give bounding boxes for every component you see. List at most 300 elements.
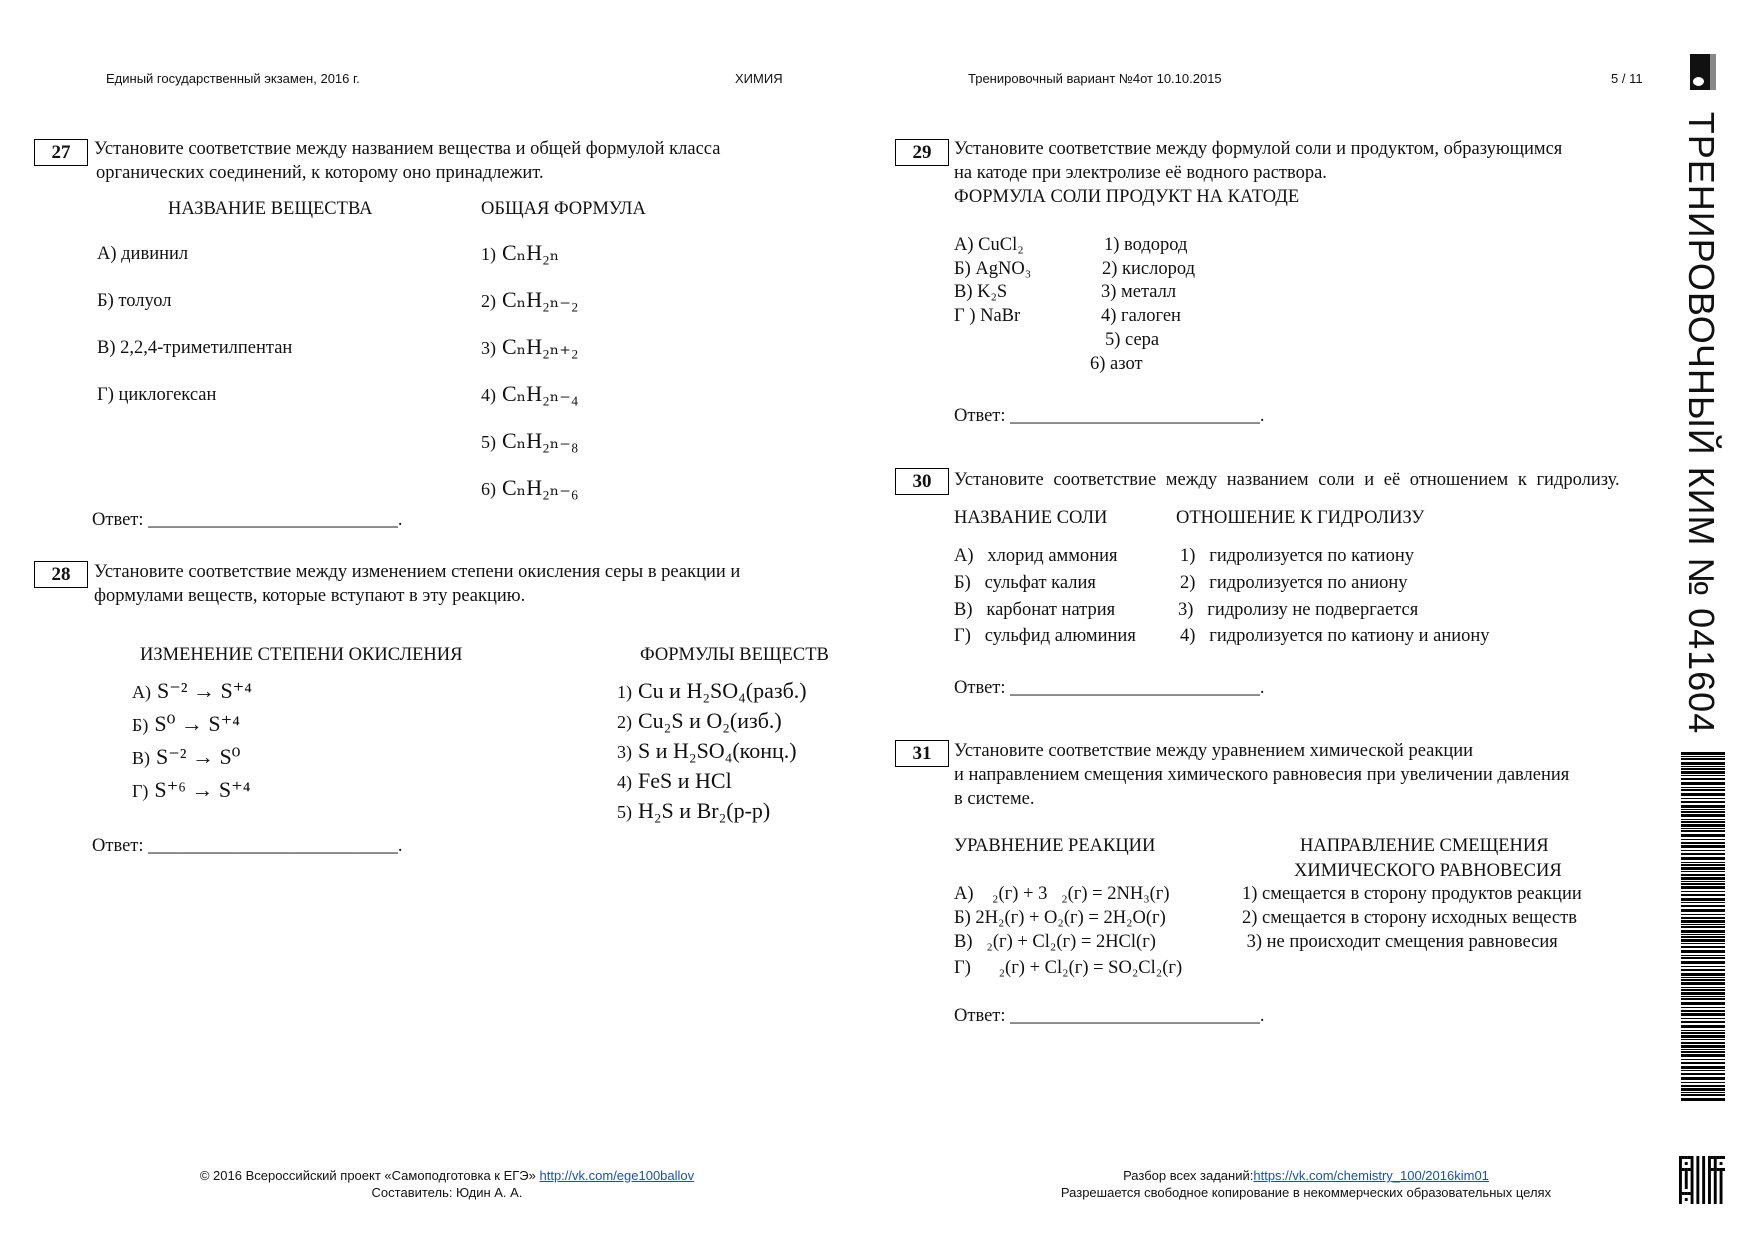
qr-module (1708, 1198, 1711, 1201)
barcode-bar (1681, 1070, 1725, 1071)
q29-option: 1) водород (1104, 235, 1188, 255)
qr-module (1720, 1174, 1723, 1177)
qr-module (1708, 1180, 1711, 1183)
qr-module (1685, 1198, 1688, 1201)
qr-module (1685, 1168, 1688, 1171)
barcode-bar (1681, 842, 1725, 844)
qr-module (1685, 1177, 1688, 1180)
q30-col-left: НАЗВАНИЕ СОЛИ (954, 508, 1108, 528)
subject: ХИМИЯ (735, 71, 783, 86)
qr-module (1679, 1168, 1682, 1171)
footer-left-link[interactable]: http://vk.com/ege100ballov (539, 1168, 695, 1183)
qr-module (1688, 1192, 1691, 1195)
barcode-bar (1681, 778, 1725, 780)
barcode-bar (1681, 973, 1725, 976)
q29-text-3: ФОРМУЛА СОЛИ ПРОДУКТ НА КАТОДЕ (954, 187, 1300, 207)
barcode-bar (1681, 914, 1725, 915)
qr-module (1679, 1156, 1682, 1159)
side-label-text: ТРЕНИРОВОЧНЫЙ КИМ № 041604 (1681, 111, 1722, 735)
barcode-bar (1681, 924, 1725, 925)
qr-module (1679, 1171, 1682, 1174)
q29-answer-field[interactable]: Ответ: ___________________________. (954, 406, 1265, 426)
qr-module (1720, 1183, 1723, 1186)
q28-option (617, 798, 770, 824)
qr-module (1714, 1171, 1717, 1174)
barcode-bar (1681, 871, 1725, 872)
qr-module (1714, 1198, 1717, 1201)
qr-module (1714, 1183, 1717, 1186)
qr-module (1691, 1171, 1694, 1174)
question-number-28: 28 (34, 561, 88, 588)
barcode-bar (1681, 787, 1725, 788)
qr-module (1720, 1198, 1723, 1201)
q28-item-formula: S⁺⁶ → S⁺⁴ (154, 777, 251, 802)
barcode-bar (1681, 801, 1725, 803)
qr-module (1714, 1192, 1717, 1195)
qr-module (1708, 1195, 1711, 1198)
qr-module (1702, 1189, 1705, 1192)
qr-module (1679, 1159, 1682, 1162)
q31-answer-field[interactable]: Ответ: ___________________________. (954, 1006, 1265, 1026)
barcode-bar (1681, 881, 1725, 882)
qr-module (1708, 1159, 1711, 1162)
barcode-bar (1681, 966, 1725, 967)
q28-text-1: Установите соответствие между изменением степени окисления серы в реакции и (94, 562, 741, 582)
barcode-bar (1681, 987, 1725, 988)
barcode-icon (1681, 752, 1725, 1102)
barcode-bar (1681, 1039, 1725, 1040)
logo-icon (1690, 54, 1716, 90)
q27-option-label: 2) (481, 291, 496, 311)
q30-item: А) хлорид аммония (954, 546, 1118, 566)
qr-module (1702, 1162, 1705, 1165)
qr-module (1720, 1192, 1723, 1195)
q27-answer-field[interactable]: Ответ: ___________________________. (92, 510, 403, 530)
qr-module (1720, 1186, 1723, 1189)
qr-module (1723, 1168, 1726, 1171)
q27-option (481, 287, 579, 313)
qr-module (1691, 1168, 1694, 1171)
qr-module (1720, 1171, 1723, 1174)
qr-module (1714, 1156, 1717, 1159)
barcode-bar (1681, 853, 1725, 855)
q27-item: Б) толуол (97, 291, 172, 311)
qr-module (1717, 1168, 1720, 1171)
qr-module (1679, 1189, 1682, 1192)
q31-item: Г) ₂(г) + Cl₂(г) = SO₂Cl₂(г) (954, 958, 1183, 978)
q30-item: Г) сульфид алюминия (954, 626, 1136, 646)
footer-right-link[interactable]: https://vk.com/chemistry_100/2016kim01 (1253, 1168, 1489, 1183)
q28-option (617, 738, 797, 764)
q30-option: 4) гидролизуется по катиону и аниону (1180, 626, 1490, 646)
qr-module (1708, 1162, 1711, 1165)
q27-item: А) дивинил (97, 244, 189, 264)
qr-module (1696, 1165, 1699, 1168)
qr-module (1696, 1174, 1699, 1177)
q27-option-formula: CₙH₂ₙ₋₈ (502, 428, 579, 453)
barcode-bar (1681, 996, 1725, 997)
q31-col-right-2: ХИМИЧЕСКОГО РАВНОВЕСИЯ (1294, 861, 1562, 881)
q28-option-formula: Cu₂S и O₂(изб.) (638, 708, 782, 733)
qr-module (1702, 1198, 1705, 1201)
barcode-bar (1681, 762, 1725, 765)
qr-module (1691, 1156, 1694, 1159)
qr-module (1679, 1162, 1682, 1165)
barcode-bar (1681, 939, 1725, 942)
barcode-bar (1681, 1010, 1725, 1012)
qr-module (1696, 1186, 1699, 1189)
q28-option-label: 2) (617, 712, 632, 732)
qr-module (1720, 1195, 1723, 1198)
qr-module (1702, 1165, 1705, 1168)
qr-module (1714, 1195, 1717, 1198)
q27-text-1: Установите соответствие между названием вещества и общей формулой класса (94, 139, 721, 159)
barcode-bar (1681, 1085, 1725, 1087)
q30-item: В) карбонат натрия (954, 600, 1116, 620)
q31-item: Б) 2H₂(г) + O₂(г) = 2H₂O(г) (954, 908, 1166, 928)
qr-module (1714, 1186, 1717, 1189)
qr-module (1714, 1174, 1717, 1177)
q27-option-label: 5) (481, 432, 496, 452)
qr-module (1708, 1177, 1711, 1180)
barcode-bar (1681, 775, 1725, 776)
q28-option-formula: H₂S и Br₂(р-р) (638, 798, 771, 823)
qr-module (1714, 1177, 1717, 1180)
qr-module (1708, 1201, 1711, 1204)
barcode-bar (1681, 902, 1725, 903)
qr-module (1691, 1198, 1694, 1201)
qr-module (1696, 1168, 1699, 1171)
barcode-bar (1681, 834, 1725, 837)
qr-module (1679, 1177, 1682, 1180)
qr-module (1702, 1177, 1705, 1180)
q28-item-formula: S⁻² → S⁺⁴ (157, 678, 252, 703)
q29-option: 4) галоген (1101, 306, 1181, 326)
q28-option-label: 1) (617, 682, 632, 702)
page-number: 5 / 11 (1611, 71, 1643, 86)
barcode-bar (1681, 1007, 1725, 1008)
q28-item (132, 711, 240, 737)
barcode-bar (1681, 857, 1725, 860)
qr-module (1685, 1183, 1688, 1186)
barcode-bar (1681, 756, 1725, 757)
footer-right-1 (1000, 1168, 1612, 1183)
qr-module (1702, 1192, 1705, 1195)
qr-module (1691, 1165, 1694, 1168)
q30-col-right: ОТНОШЕНИЕ К ГИДРОЛИЗУ (1176, 508, 1425, 528)
qr-module (1708, 1174, 1711, 1177)
qr-module (1696, 1198, 1699, 1201)
question-number-29: 29 (895, 139, 949, 166)
qr-module (1696, 1189, 1699, 1192)
q29-text-1: Установите соответствие между формулой соли и продуктом, образующимся (954, 139, 1563, 159)
qr-module (1682, 1192, 1685, 1195)
q28-option (617, 768, 732, 794)
footer-analysis: Разбор всех заданий: (1123, 1168, 1254, 1183)
barcode-bar (1681, 977, 1725, 978)
qr-module (1720, 1162, 1723, 1165)
qr-module (1691, 1183, 1694, 1186)
qr-module (1696, 1201, 1699, 1204)
barcode-bar (1681, 1002, 1725, 1005)
q28-item (132, 678, 252, 704)
barcode-bar (1681, 789, 1725, 791)
q28-col-left: ИЗМЕНЕНИЕ СТЕПЕНИ ОКИСЛЕНИЯ (140, 645, 463, 665)
qr-module (1714, 1180, 1717, 1183)
qr-module (1679, 1180, 1682, 1183)
q28-item (132, 777, 250, 803)
qr-module (1717, 1156, 1720, 1159)
qr-module (1696, 1192, 1699, 1195)
q30-text: Установите соответствие между названием соли и её отношением к гидролизу. (954, 470, 1620, 490)
barcode-bar (1681, 1098, 1725, 1101)
qr-module (1720, 1168, 1723, 1171)
qr-module (1708, 1189, 1711, 1192)
barcode-bar (1681, 926, 1725, 928)
barcode-bar (1681, 1013, 1725, 1016)
qr-module (1688, 1168, 1691, 1171)
qr-module (1696, 1183, 1699, 1186)
q29-option: 3) металл (1101, 282, 1177, 302)
barcode-bar (1681, 839, 1725, 840)
q30-item: Б) сульфат калия (954, 573, 1096, 593)
barcode-bar (1681, 821, 1725, 823)
qr-module (1696, 1177, 1699, 1180)
qr-module (1714, 1165, 1717, 1168)
barcode-bar (1681, 891, 1725, 892)
qr-module (1696, 1195, 1699, 1198)
qr-module (1714, 1168, 1717, 1171)
qr-module (1685, 1186, 1688, 1189)
barcode-bar (1681, 805, 1725, 808)
qr-module (1679, 1165, 1682, 1168)
q31-col-left: УРАВНЕНИЕ РЕАКЦИИ (954, 836, 1156, 856)
qr-module (1685, 1192, 1688, 1195)
qr-module (1714, 1162, 1717, 1165)
q28-col-right: ФОРМУЛЫ ВЕЩЕСТВ (640, 645, 829, 665)
q27-item: Г) циклогексан (97, 385, 217, 405)
qr-module (1696, 1159, 1699, 1162)
qr-module (1685, 1180, 1688, 1183)
barcode-bar (1681, 850, 1725, 851)
q31-text-2: и направлением смещения химического равновесия при увеличении давления (954, 765, 1570, 785)
q29-text-2: на катоде при электролизе её водного раствора. (954, 163, 1327, 183)
q28-item-label: Г) (132, 781, 149, 801)
q27-option (481, 240, 559, 266)
barcode-bar (1681, 864, 1725, 866)
barcode-bar (1681, 793, 1725, 796)
exam-title: Единый государственный экзамен, 2016 г. (106, 71, 360, 86)
footer-copyright: © 2016 Всероссийский проект «Самоподготовка к ЕГЭ» (199, 1168, 540, 1183)
q28-text-2: формулами веществ, которые вступают в эту реакцию. (94, 586, 526, 606)
barcode-bar (1681, 957, 1725, 959)
barcode-bar (1681, 1082, 1725, 1083)
barcode-bar (1681, 1018, 1725, 1019)
barcode-bar (1681, 955, 1725, 956)
barcode-bar (1681, 1045, 1725, 1048)
qr-module (1720, 1156, 1723, 1159)
barcode-bar (1681, 898, 1725, 901)
barcode-bar (1681, 982, 1725, 985)
barcode-bar (1681, 1032, 1725, 1034)
qr-module (1708, 1165, 1711, 1168)
barcode-bar (1681, 1054, 1725, 1057)
qr-module (1702, 1174, 1705, 1177)
q28-option (617, 708, 782, 734)
qr-module (1679, 1183, 1682, 1186)
q28-option (617, 678, 807, 704)
barcode-bar (1681, 782, 1725, 785)
qr-module (1720, 1189, 1723, 1192)
qr-module (1702, 1195, 1705, 1198)
barcode-bar (1681, 930, 1725, 933)
barcode-bar (1681, 998, 1725, 1000)
barcode-bar (1681, 830, 1725, 832)
footer-left-1 (167, 1168, 727, 1183)
qr-module (1702, 1201, 1705, 1204)
q31-item: В) ₂(г) + Cl₂(г) = 2HCl(г) (954, 932, 1156, 952)
qr-module (1691, 1174, 1694, 1177)
q29-item: А) CuCl₂ (954, 235, 1024, 255)
barcode-bar (1681, 828, 1725, 829)
barcode-bar (1681, 1059, 1725, 1060)
qr-module (1702, 1186, 1705, 1189)
barcode-bar (1681, 1062, 1725, 1064)
barcode-bar (1681, 917, 1725, 919)
q31-col-right-1: НАПРАВЛЕНИЕ СМЕЩЕНИЯ (1300, 836, 1549, 856)
barcode-bar (1681, 886, 1725, 889)
q31-option: 1) смещается в сторону продуктов реакции (1242, 884, 1582, 904)
qr-module (1702, 1168, 1705, 1171)
qr-module (1691, 1186, 1694, 1189)
barcode-bar (1681, 1077, 1725, 1080)
qr-module (1685, 1174, 1688, 1177)
q29-item: Б) AgNO₃ (954, 259, 1032, 279)
barcode-bar (1681, 979, 1725, 981)
qr-module (1714, 1159, 1717, 1162)
qr-module (1714, 1201, 1717, 1204)
qr-module (1691, 1201, 1694, 1204)
barcode-bar (1681, 845, 1725, 848)
qr-code-icon (1679, 1156, 1725, 1204)
qr-module (1720, 1177, 1723, 1180)
barcode-bar (1681, 758, 1725, 760)
barcode-bar (1681, 824, 1725, 827)
qr-module (1708, 1186, 1711, 1189)
q29-option: 6) азот (1090, 354, 1143, 374)
footer-left-2: Составитель: Юдин А. А. (371, 1185, 523, 1200)
q31-text-1: Установите соответствие между уравнением химической реакции (954, 741, 1474, 761)
qr-module (1685, 1162, 1688, 1165)
barcode-bar (1681, 909, 1725, 912)
q27-option-label: 3) (481, 338, 496, 358)
q27-option (481, 475, 579, 501)
q28-option-label: 4) (617, 772, 632, 792)
qr-module (1702, 1180, 1705, 1183)
qr-module (1702, 1171, 1705, 1174)
qr-module (1696, 1162, 1699, 1165)
question-number-31: 31 (895, 740, 949, 767)
barcode-bar (1681, 961, 1725, 964)
barcode-bar (1681, 814, 1725, 817)
qr-module (1714, 1189, 1717, 1192)
barcode-bar (1681, 768, 1725, 770)
qr-module (1691, 1177, 1694, 1180)
q27-item: В) 2,2,4-триметилпентан (97, 338, 293, 358)
qr-module (1696, 1171, 1699, 1174)
qr-module (1708, 1183, 1711, 1186)
qr-module (1691, 1192, 1694, 1195)
qr-module (1723, 1156, 1726, 1159)
qr-module (1679, 1198, 1682, 1201)
barcode-bar (1681, 766, 1725, 767)
barcode-bar (1681, 1035, 1725, 1038)
q28-item-label: А) (132, 682, 151, 702)
barcode-bar (1681, 969, 1725, 971)
barcode-bar (1681, 798, 1725, 799)
q27-col-left: НАЗВАНИЕ ВЕЩЕСТВА (168, 199, 373, 219)
q28-option-label: 5) (617, 802, 632, 822)
barcode-bar (1681, 1092, 1725, 1093)
q31-text-3: в системе. (954, 789, 1035, 809)
qr-module (1711, 1168, 1714, 1171)
q27-option (481, 334, 579, 360)
barcode-bar (1681, 877, 1725, 880)
barcode-bar (1681, 862, 1725, 863)
barcode-bar (1681, 894, 1725, 896)
q29-option: 5) сера (1105, 330, 1160, 350)
q27-option-label: 6) (481, 479, 496, 499)
q28-item (132, 744, 241, 770)
barcode-bar (1681, 992, 1725, 995)
qr-module (1682, 1168, 1685, 1171)
qr-module (1696, 1156, 1699, 1159)
qr-module (1691, 1162, 1694, 1165)
q27-option (481, 381, 579, 407)
barcode-bar (1681, 989, 1725, 991)
q28-item-label: В) (132, 748, 150, 768)
barcode-bar (1681, 874, 1725, 876)
q27-option-label: 4) (481, 385, 496, 405)
qr-module (1691, 1189, 1694, 1192)
barcode-bar (1681, 1025, 1725, 1028)
qr-module (1702, 1156, 1705, 1159)
barcode-bar (1681, 1088, 1725, 1091)
barcode-bar (1681, 1030, 1725, 1031)
q30-answer-field[interactable]: Ответ: ___________________________. (954, 678, 1265, 698)
q27-option (481, 428, 579, 454)
barcode-bar (1681, 771, 1725, 774)
qr-module (1679, 1174, 1682, 1177)
q30-option: 2) гидролизуется по аниону (1180, 573, 1408, 593)
q27-col-right: ОБЩАЯ ФОРМУЛА (481, 199, 646, 219)
barcode-bar (1681, 1073, 1725, 1075)
q29-item: В) K₂S (954, 282, 1008, 302)
barcode-bar (1681, 1066, 1725, 1069)
q28-item-label: Б) (132, 715, 149, 735)
barcode-bar (1681, 809, 1725, 810)
q28-option-label: 3) (617, 742, 632, 762)
q28-answer-field[interactable]: Ответ: ___________________________. (92, 836, 403, 856)
barcode-bar (1681, 920, 1725, 923)
question-number-30: 30 (895, 468, 949, 495)
q28-item-formula: S⁰ → S⁺⁴ (154, 711, 240, 736)
q28-option-formula: Cu и H₂SO₄(разб.) (638, 678, 807, 703)
qr-module (1708, 1171, 1711, 1174)
question-number-27: 27 (34, 139, 88, 166)
barcode-bar (1681, 867, 1725, 870)
qr-module (1711, 1156, 1714, 1159)
